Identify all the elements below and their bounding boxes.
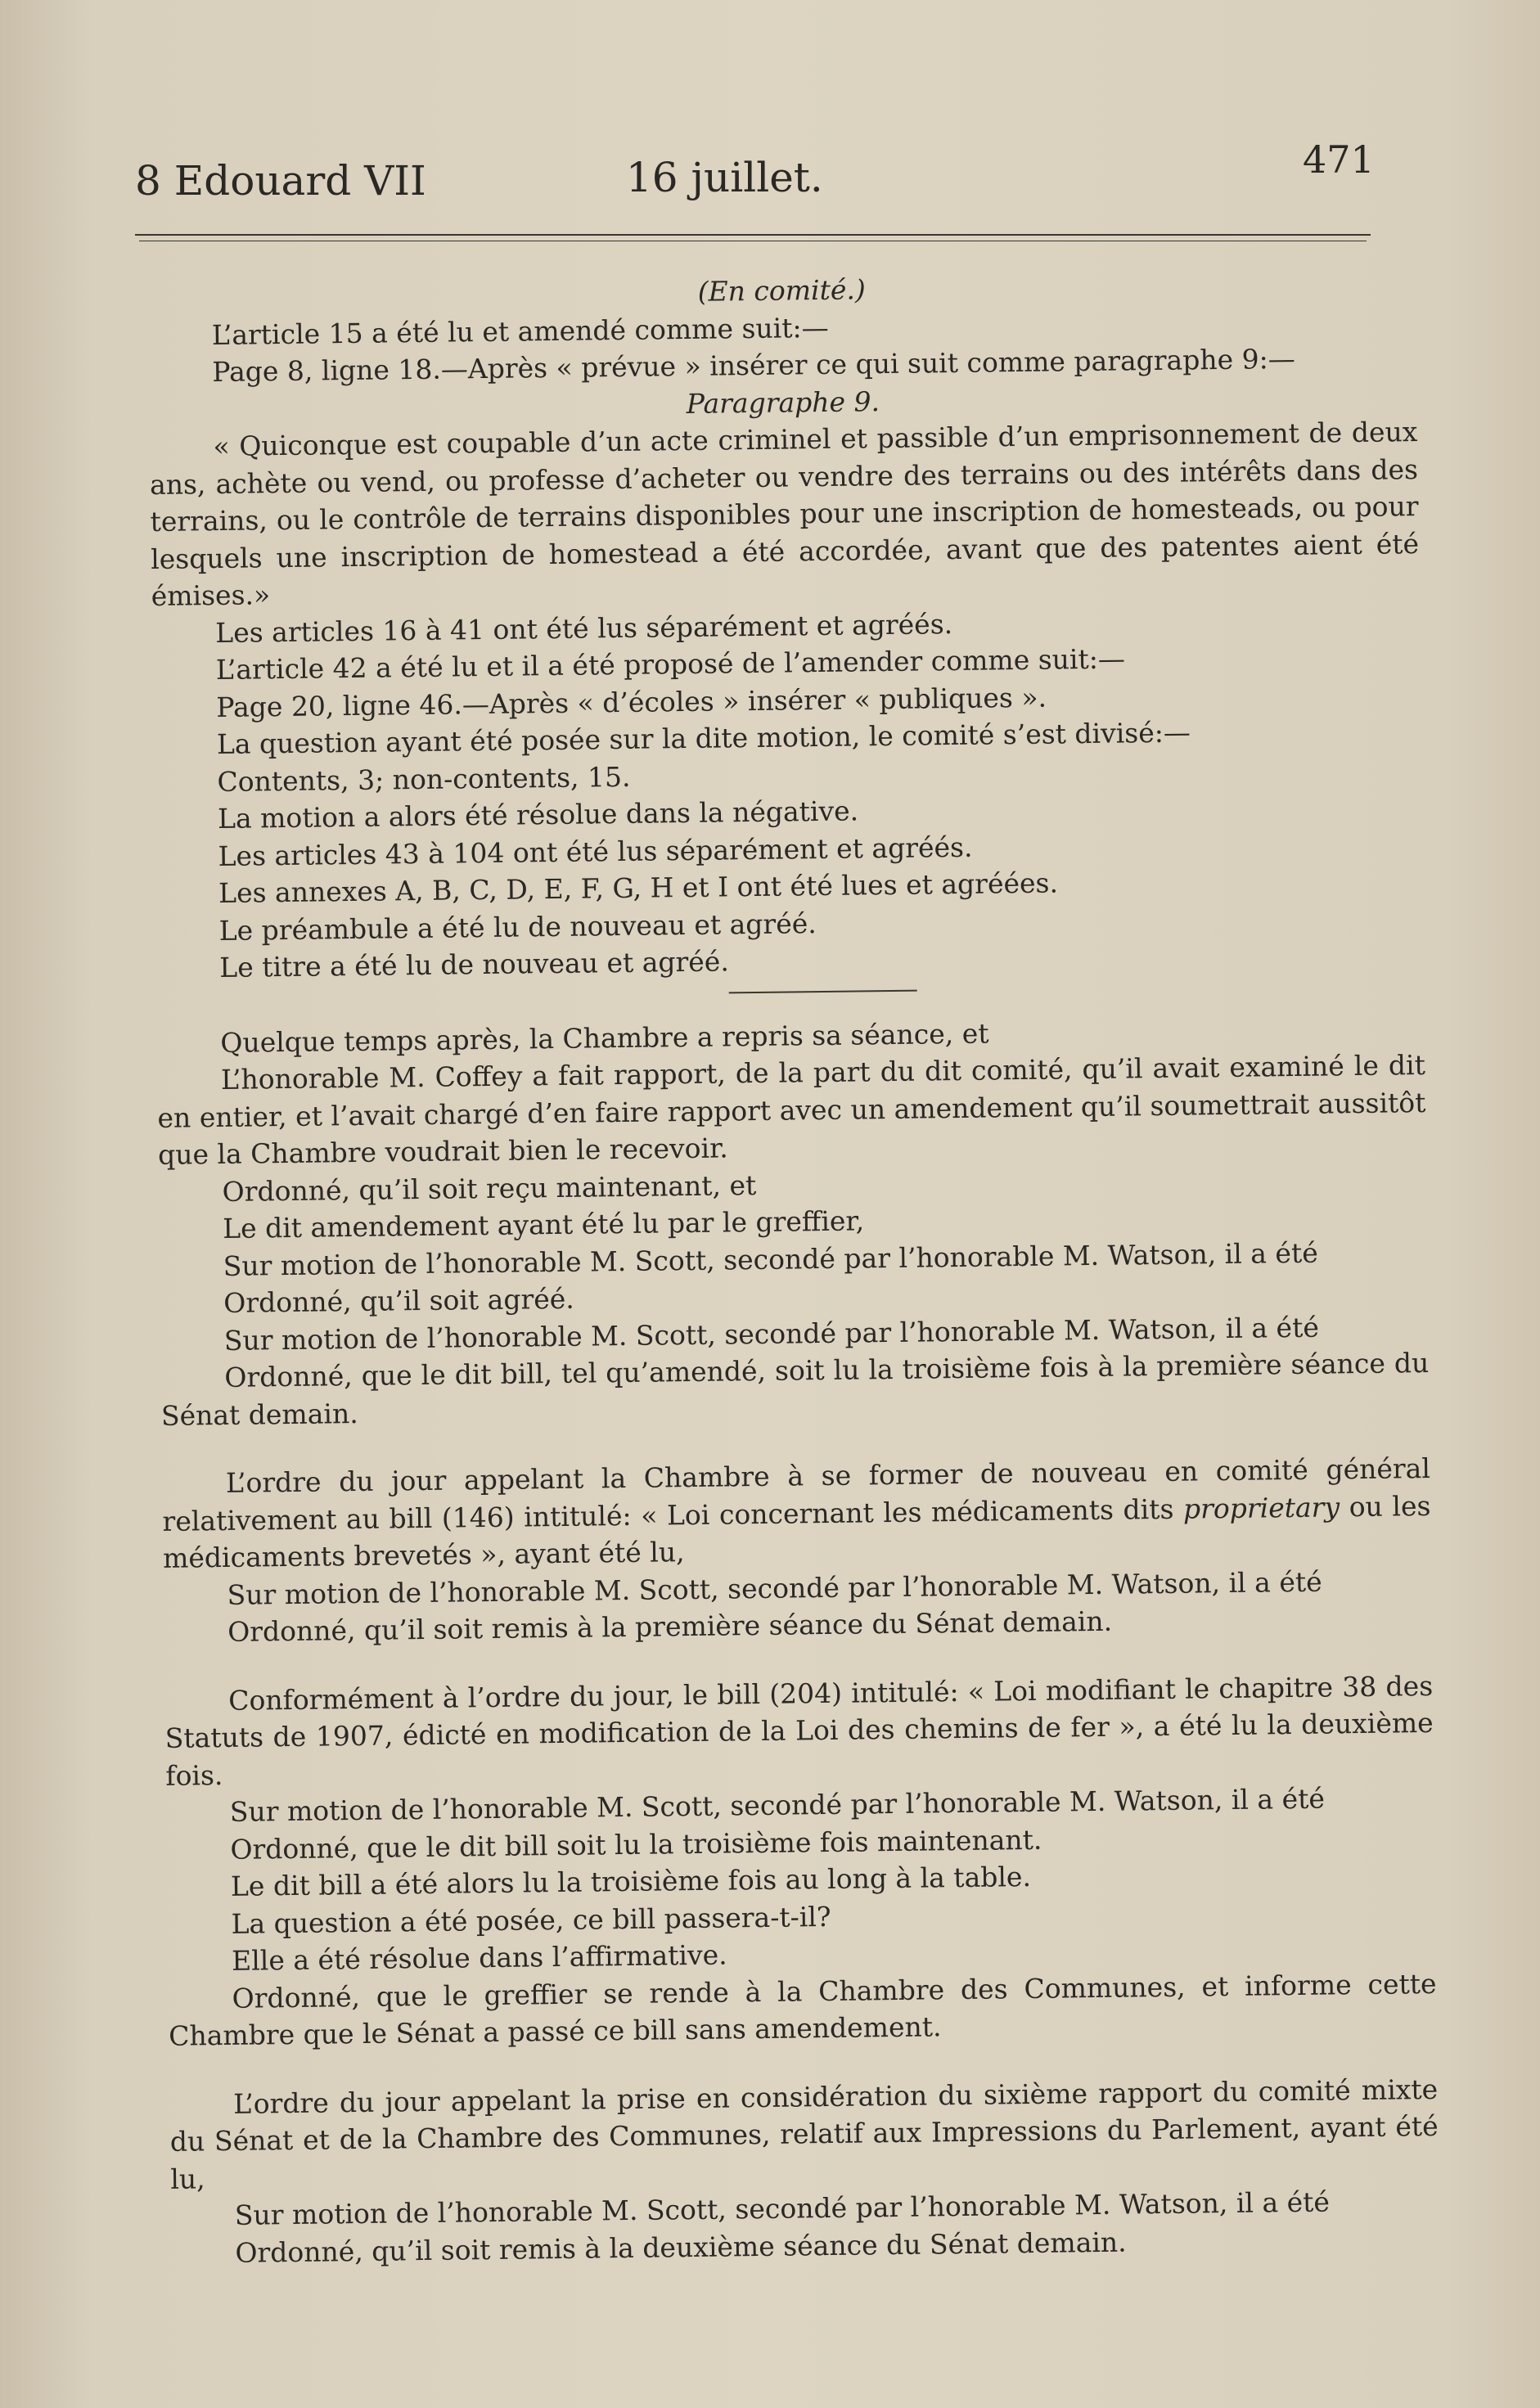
- order-of-day-paragraph: [162, 1450, 1432, 1577]
- header-reign: 8 Edouard VII: [135, 157, 426, 205]
- committee-item: Page 20, ligne 46.—Après « d’écoles » insérer « publiques ».: [216, 681, 1047, 723]
- committee-line: Page 8, ligne 18.—Après « prévue » insérer ce qui suit comme paragraphe 9:—: [212, 342, 1295, 389]
- order-line: Le dit amendement ayant été lu par le greffier,: [222, 1204, 865, 1245]
- committee-item: Les annexes A, B, C, D, E, F, G, H et I ont été lues et agréées.: [218, 866, 1059, 909]
- committee-item: Le préambule a été lu de nouveau et agréé.: [218, 907, 817, 947]
- order-line: Ordonné, qu’il soit reçu maintenant, et: [222, 1168, 757, 1208]
- italic-term: proprietary: [1182, 1490, 1340, 1525]
- committee-item: Le titre a été lu de nouveau et agréé.: [219, 945, 730, 983]
- committee-item: Contents, 3; non-contents, 15.: [217, 760, 631, 798]
- committee-line: L’article 15 a été lu et amendé comme suit:—: [211, 311, 829, 351]
- motion-line: Sur motion de l’honorable M. Scott, secondé par l’honorable M. Watson, il a été: [229, 1782, 1326, 1828]
- motion-line: Sur motion de l’honorable M. Scott, secondé par l’honorable M. Watson, il a été: [227, 1565, 1322, 1611]
- report-paragraph: L’honorable M. Coffey a fait rapport, de la part du dit comité, qu’il avait examiné le dit en entier, et l’avait chargé d’en faire rapport avec un amendement qu’il soumettrait aussitôt que la Chambre voudrait bien le recevoir.: [157, 1048, 1426, 1171]
- committee-item: Les articles 16 à 41 ont été lus séparément et agréés.: [215, 607, 953, 649]
- order-line: Ordonné, que le greffier se rende à la Chambre des Communes, et informe cette Chambre que le Sénat a passé ce bill sans amendement.: [168, 1967, 1437, 2052]
- motion-line: Sur motion de l’honorable M. Scott, secondé par l’honorable M. Watson, il a été: [234, 2185, 1331, 2231]
- order-line: Ordonné, que le dit bill, tel qu’amendé, soit lu la troisième fois à la première séance du Sénat demain.: [160, 1346, 1430, 1432]
- order-line: Le dit bill a été alors lu la troisième fois au long à la table.: [230, 1860, 1032, 1902]
- page-header: [0, 0, 1540, 245]
- report-consideration-paragraph: L’ordre du jour appelant la prise en considération du sixième rapport du comité mixte du Sénat et de la Chambre des Communes, relatif aux Impressions du Parlement, ayant été lu,: [169, 2073, 1439, 2195]
- committee-item: L’article 42 a été lu et il a été proposé de l’amender comme suit:—: [215, 642, 1126, 686]
- committee-item: La question ayant été posée sur la dite motion, le comité s’est divisé:—: [216, 716, 1191, 761]
- page-body: [147, 264, 1440, 2272]
- order-line: Ordonné, qu’il soit remis à la première séance du Sénat demain.: [227, 1605, 1113, 1648]
- order-line: La question a été posée, ce bill passera-t-il?: [231, 1900, 831, 1940]
- header-date: 16 juillet.: [626, 154, 823, 201]
- committee-item: La motion a alors été résolue dans la négative.: [217, 794, 859, 835]
- motion-line: Sur motion de l’honorable M. Scott, secondé par l’honorable M. Watson, il a été: [223, 1311, 1320, 1357]
- order-line: Ordonné, qu’il soit agréé.: [223, 1282, 575, 1319]
- order-line: Elle a été résolue dans l’affirmative.: [231, 1938, 727, 1977]
- order-line: Ordonné, qu’il soit remis à la deuxième séance du Sénat demain.: [235, 2226, 1127, 2269]
- committee-heading: (En comité.): [697, 273, 866, 308]
- bill-paragraph: Conformément à l’ordre du jour, le bill (204) intitulé: « Loi modifiant le chapitre 38 des Statuts de 1907, édicté en modification de la Loi des chemins de fer », a été lu la deuxième fois.: [164, 1669, 1434, 1792]
- committee-item: Les articles 43 à 104 ont été lus séparément et agréés.: [218, 830, 973, 872]
- section-divider: [729, 989, 917, 993]
- page-number: 471: [1303, 137, 1375, 182]
- motion-line: Sur motion de l’honorable M. Scott, secondé par l’honorable M. Watson, il a été: [223, 1236, 1318, 1282]
- section-intro: Quelque temps après, la Chambre a repris sa séance, et: [220, 1017, 989, 1059]
- text-segment: ou les médicaments brevetés », ayant été lu,: [162, 1489, 1431, 1574]
- quoted-paragraph: « Quiconque est coupable d’un acte criminel et passible d’un emprisonnement de deux ans, achète ou vend, ou professe d’acheter ou vendre des terrains ou des intérêts dans des terrains, ou le contrôle de terrains disponibles pour une inscription de homesteads, ou pour lesquels une inscription de homestead a été accordée, avant que des patentes aient été émises.»: [149, 416, 1420, 612]
- order-line: Ordonné, que le dit bill soit lu la troisième fois maintenant.: [230, 1823, 1042, 1866]
- committee-subheading: Paragraphe 9.: [686, 385, 880, 420]
- text-segment: L’ordre du jour appelant la Chambre à se former de nouveau en comité général relativement au bill (146) intitulé: « Loi concernant les médicaments dits: [162, 1452, 1431, 1537]
- header-rule: [135, 234, 1371, 236]
